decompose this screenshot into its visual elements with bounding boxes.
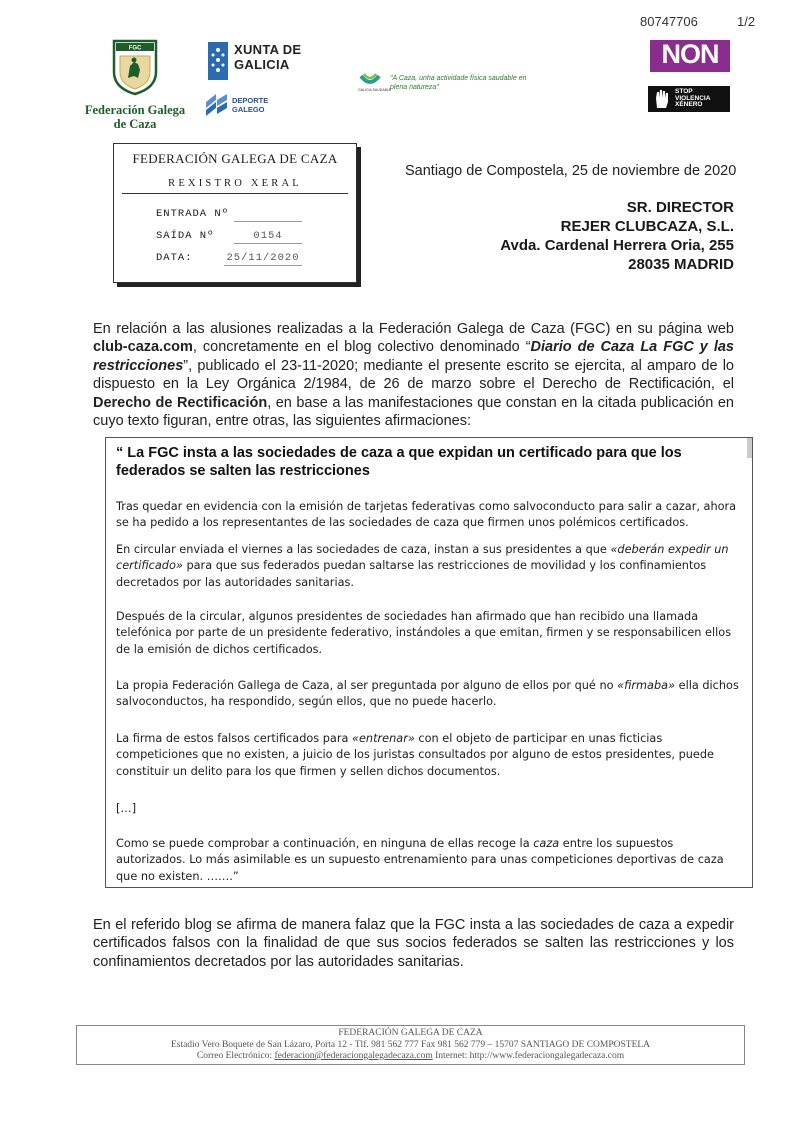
document-number: 80747706 [640,14,698,29]
website-name: club-caza.com [93,339,193,356]
text-run: En relación a las alusiones realizadas a la Federación Galega de Caza (FGC) en su página web [93,321,734,337]
quote-box-edge [747,438,752,458]
closing-paragraph: En el referido blog se afirma de manera falaz que la FGC insta a las sociedades de caza a expedir certificados falsos con la finalidad de que sus socios federados se salten las restricciones y los confinamientos decretados por las autoridades sanitarias. [93,917,734,970]
text-run: ”, publicado el 23-11-2020; mediante el presente escrito se ejercita, al amparo de lo dispuesto en la Ley Orgánica 2/1984, de 26 de marzo sobre el Derecho de Rectificación, el [93,357,734,393]
stop-violencia-logo [648,86,730,112]
register-subtitle: REXISTRO XERAL [168,178,302,189]
register-divider [122,193,348,194]
text-run: , concretamente en el blog colectivo denominado “ [192,339,531,356]
register-stamp [113,143,357,283]
addressee-block [440,198,734,274]
text-run: con el objeto de participar en unas ficticias competiciones que no existen, a juicio de los juristas consultados por alguno de estos presidentes, puede constituir un delito para los que firmen y sellen dichos documentos. [116,732,715,778]
quoted-ellipsis: […] [116,802,137,815]
date-line: Santiago de Compostela, 25 de noviembre de 2020 [405,163,737,179]
deporte-text: DEPORTE GALEGO [232,96,269,114]
addressee-line: Avda. Cardenal Herrera Oria, 255 [500,237,734,254]
quoted-paragraph: Tras quedar en evidencia con la emisión de tarjetas federativas como salvoconducto para salir a cazar, ahora se ha pedido a los representantes de las sociedades de caza que firmen unos polémicos certificados. [116,500,737,530]
quoted-paragraph [116,836,744,885]
addressee-line: SR. DIRECTOR [626,199,734,216]
entrada-value [234,208,302,222]
stop-text: STOP VIOLENCIA XÉNERO [675,88,711,109]
footer-email-link[interactable]: federacion@federaciongalegadecaza.com [274,1051,433,1061]
quoted-emphasis: «deberán expedir un certificado» [116,543,729,573]
hand-icon [651,88,673,110]
slogan-sub: GALICIA SAUDABLE [358,88,392,92]
galicia-saudable-icon [358,72,382,88]
footer-internet: Internet: http://www.federaciongalegadecaza.com [432,1051,625,1061]
fgc-logo [80,38,190,131]
slogan-text: "A Caza, unha actividade física saudable en plena natureza" [390,75,527,91]
quoted-paragraph [116,678,744,711]
data-label: DATA: [156,252,193,264]
text-run: La firma de estos falsos certificados para [116,732,352,745]
quoted-paragraph [116,542,744,591]
text-run: ella dichos salvoconductos, ha respondido, según ellos, que no puede hacerlo. [116,679,739,709]
text-run: Como se puede comprobar a continuación, en ninguna de ellas recoge la [116,837,534,850]
xunta-emblem-icon [206,42,230,80]
right-name: Derecho de Rectificación [93,394,268,411]
quoted-paragraph: Después de la circular, algunos presidentes de sociedades han afirmado que han recibido una llamada telefónica por parte de un presidente federativo, instándoles a que emitan, firmen y se responsabilicen ellos de la emisión de dichos certificados. [116,610,732,656]
fgc-shield-icon [112,38,158,96]
footer-address: Estadio Vero Boquete de San Lázaro, Porta 12 - Tlf. 981 562 777 Fax 981 562 779 – 15707 SANTIAGO DE COMPOSTELA [170,1039,651,1050]
quoted-emphasis: «firmaba» [617,679,676,692]
deporte-emblem-icon [206,94,228,120]
slogan-logo [358,72,528,96]
intro-paragraph [93,320,734,430]
quoted-headline: “ La FGC insta a las sociedades de caza a que expidan un certificado para que los federados se salten las restricciones [116,445,682,479]
quoted-emphasis: «entrenar» [352,732,415,745]
footer-org-name: FEDERACIÓN GALEGA DE CAZA [338,1028,483,1038]
text-run: En circular enviada el viernes a las sociedades de caza, instan a sus presidentes a que [116,543,611,556]
blog-title: Diario de Caza La FGC y las restricciones [93,339,734,374]
fgc-badge-text: FGC [128,45,142,52]
footer-email-label: Correo Electrónico: [196,1051,275,1061]
text-run: La propia Federación Gallega de Caza, al ser preguntada por alguno de ellos por qué no [116,679,618,692]
footer-contact [77,1051,744,1063]
addressee-line: 28035 MADRID [628,256,734,273]
text-run: , en base a las manifestaciones que constan en la citada publicación en cuyo texto figuran, entre otras, las siguientes afirmaciones: [93,394,734,430]
saida-label: SAÍDA Nº [156,230,215,242]
text-run: para que sus federados puedan saltarse las restricciones de movilidad y los confinamientos decretados por las autoridades sanitarias. [116,559,707,589]
non-logo [650,40,730,72]
quoted-paragraph [116,731,744,780]
quoted-article-box [105,437,753,888]
footer [76,1025,745,1065]
addressee-line: REJER CLUBCAZA, S.L. [560,218,734,235]
deporte-galego-logo [206,94,296,122]
non-text: NON [661,39,719,69]
text-run: entre los supuestos autorizados. Lo más asimilable es un supuesto entrenamiento para unas competiciones deportivas de caza que no existen. …….” [116,837,724,883]
register-title: FEDERACIÓN GALEGA DE CAZA [132,151,338,166]
entrada-label: ENTRADA Nº [156,208,230,220]
saida-value: 0154 [234,230,302,244]
page-number: 1/2 [737,14,756,29]
xunta-logo [206,42,326,82]
xunta-text: XUNTA DE GALICIA [234,42,302,72]
quoted-emphasis: caza [533,837,560,850]
data-value: 25/11/2020 [224,252,302,266]
fgc-name: Federación Galega de Caza [84,103,186,131]
